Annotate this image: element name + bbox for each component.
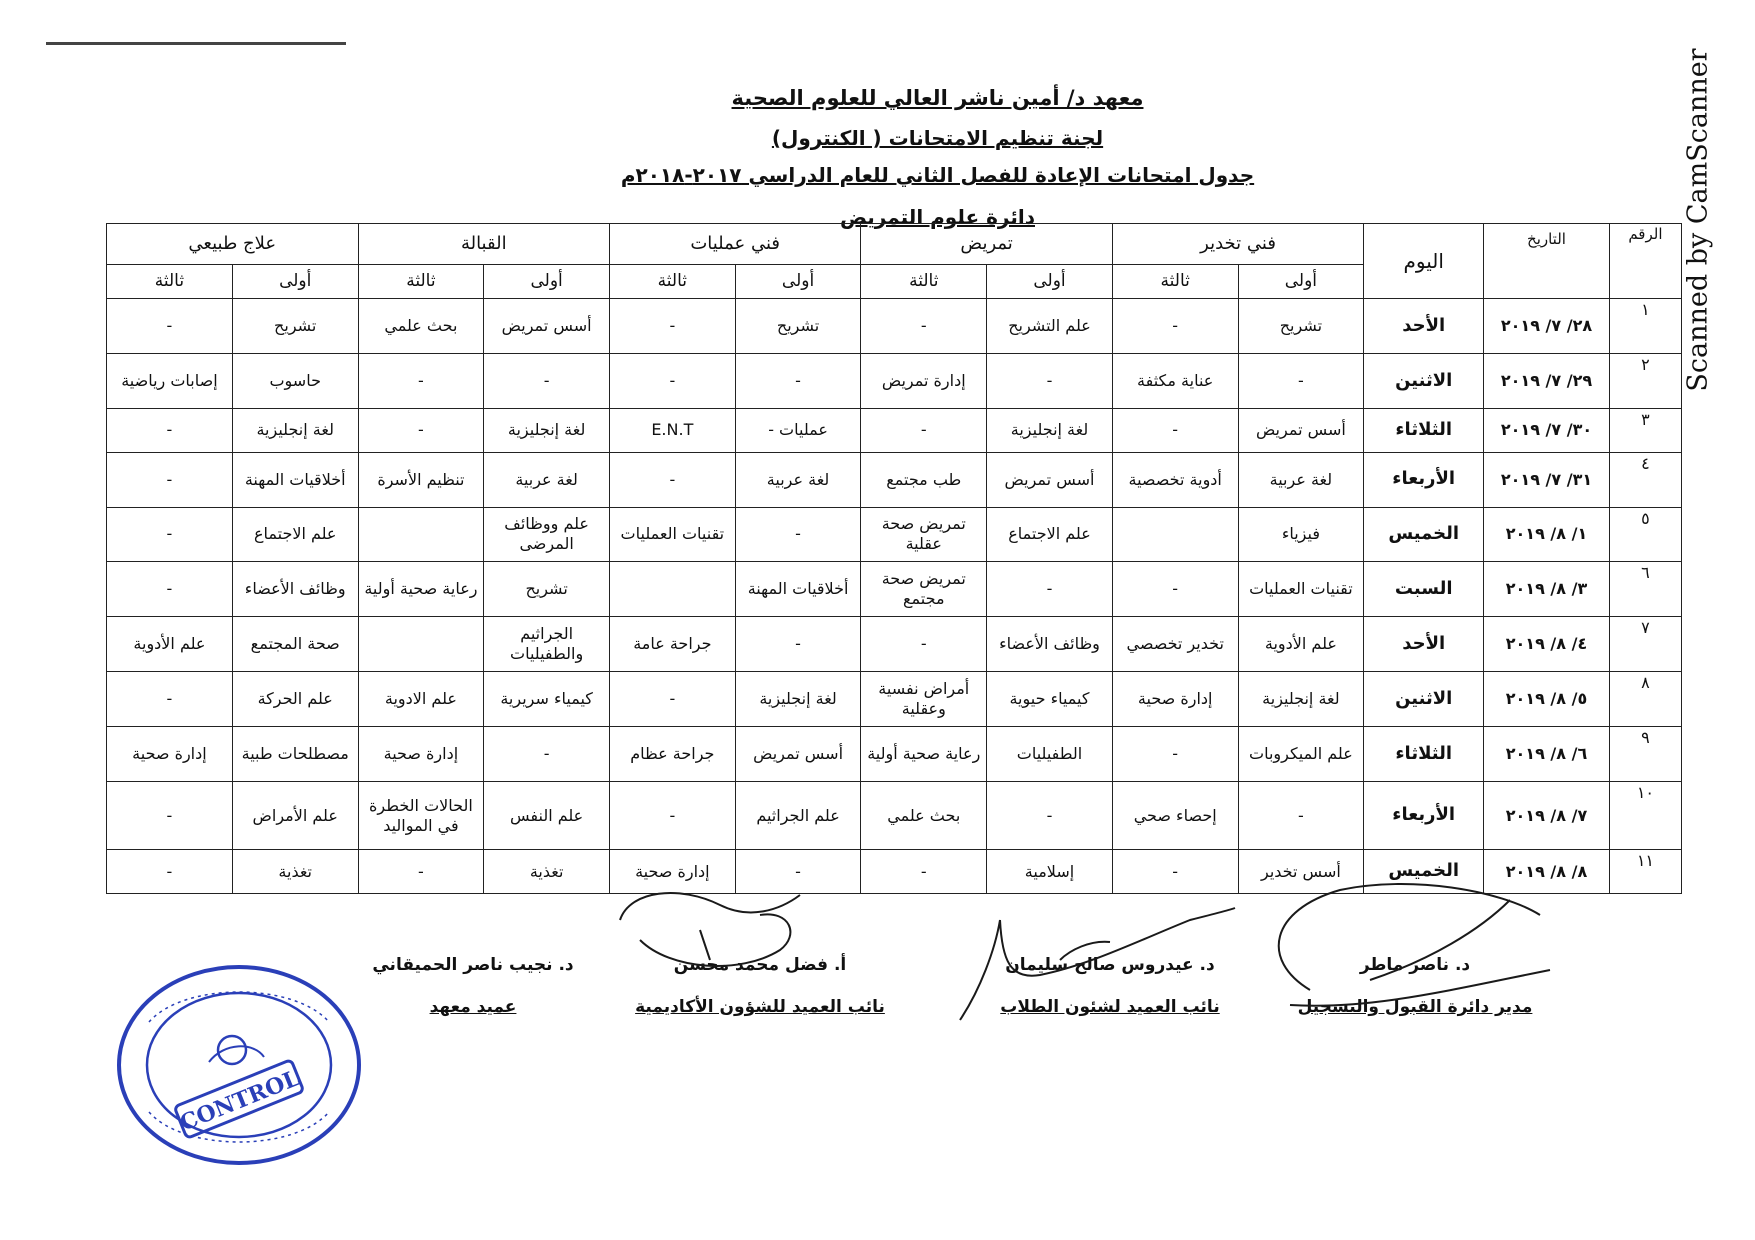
exam-date: ٨/ ٨/ ٢٠١٩ [1484,850,1610,894]
subject-cell: إدارة صحية [609,850,735,894]
subject-cell: - [735,850,861,894]
table-row [107,354,1682,409]
exam-day: الاثنين [1364,672,1484,727]
subject-cell: أسس تمريض [735,727,861,782]
exam-date: ٣١/ ٧/ ٢٠١٩ [1484,452,1610,507]
subject-cell [1112,507,1238,562]
exam-day: الثلاثاء [1364,727,1484,782]
subject-cell: لغة عربية [1238,452,1364,507]
subject-cell: علم الادوية [358,672,484,727]
subject-cell: إدارة صحية [358,727,484,782]
subject-cell: - [609,452,735,507]
subject-cell: - [1112,299,1238,354]
exam-day: الاثنين [1364,354,1484,409]
signatory-title: نائب العميد للشؤون الأكاديمية [635,997,885,1017]
table-row [107,409,1682,452]
table-row [107,507,1682,562]
official-control-stamp [114,962,364,1168]
column-header-specialty: فني تخدير [1112,224,1363,265]
subject-cell: تمريض صحة عقلية [861,507,987,562]
committee-name: لجنة تنظيم الامتحانات ( الكنترول) [771,126,1104,150]
subject-cell: لغة عربية [484,452,610,507]
subject-cell: علم الحركة [232,672,358,727]
subject-cell [358,507,484,562]
subject-cell: - [358,409,484,452]
subject-cell: - [735,507,861,562]
subject-cell: تشريح [735,299,861,354]
column-header-level: ثالثة [609,265,735,299]
subject-cell: تغذية [232,850,358,894]
subject-cell: تشريح [484,562,610,617]
subject-cell: بحث علمي [861,781,987,850]
exam-date: ٢٨/ ٧/ ٢٠١٩ [1484,299,1610,354]
subject-cell: تقنيات العمليات [1238,562,1364,617]
subject-cell: أسس تمريض [987,452,1113,507]
table-row [107,617,1682,672]
subject-cell: إصابات رياضية [107,354,233,409]
column-header-specialty: علاج طبيعي [107,224,359,265]
subject-cell: علم الميكروبات [1238,727,1364,782]
subject-cell: - [1238,354,1364,409]
subject-cell: - [107,672,233,727]
exam-day: الخميس [1364,850,1484,894]
subject-cell: - [1238,781,1364,850]
exam-date: ٧/ ٨/ ٢٠١٩ [1484,781,1610,850]
subject-cell: E.N.T [609,409,735,452]
row-number: ٦ [1609,562,1681,617]
subject-cell: علم الاجتماع [232,507,358,562]
subject-cell: - [107,850,233,894]
subject-cell: رعاية صحية أولية [861,727,987,782]
subject-cell: - [107,452,233,507]
subject-cell: إسلامية [987,850,1113,894]
table-row [107,672,1682,727]
top-scan-line [46,42,346,45]
subject-cell: علم ووظائف المرضى [484,507,610,562]
exam-day: الخميس [1364,507,1484,562]
subject-cell: - [861,299,987,354]
exam-day: الأحد [1364,617,1484,672]
subject-cell: - [987,354,1113,409]
subject-cell: تنظيم الأسرة [358,452,484,507]
column-header-day: اليوم [1364,224,1484,299]
subject-cell: الجراثيم والطفيليات [484,617,610,672]
subject-cell: - [1112,562,1238,617]
table-row [107,452,1682,507]
table-row [107,299,1682,354]
row-number: ٣ [1609,409,1681,452]
signatory-student-affairs [980,955,1240,1017]
subject-cell: صحة المجتمع [232,617,358,672]
subject-cell: - [107,562,233,617]
subject-cell: - [107,299,233,354]
subject-cell: لغة إنجليزية [987,409,1113,452]
subject-cell: وظائف الأعضاء [232,562,358,617]
subject-cell: لغة إنجليزية [735,672,861,727]
column-header-level: أولى [484,265,610,299]
subject-cell: إدارة صحية [107,727,233,782]
row-number: ٢ [1609,354,1681,409]
column-header-level: أولى [987,265,1113,299]
signatory-academic-affairs [610,955,910,1017]
subject-cell: مصطلحات طبية [232,727,358,782]
subject-cell: - [107,507,233,562]
signatory-dean [348,955,598,1017]
subject-cell: جراحة عامة [609,617,735,672]
column-header-specialty: فني عمليات [609,224,860,265]
column-header-date: التاريخ [1484,224,1610,299]
subject-cell: - [987,781,1113,850]
subject-cell: علم الأدوية [1238,617,1364,672]
exam-day: السبت [1364,562,1484,617]
subject-cell: تشريح [1238,299,1364,354]
subject-cell: علم التشريح [987,299,1113,354]
row-number: ٨ [1609,672,1681,727]
row-number: ٩ [1609,727,1681,782]
signatory-title: عميد معهد [429,997,517,1017]
table-row [107,727,1682,782]
column-header-specialty: القبالة [358,224,609,265]
subject-cell: - [1112,850,1238,894]
subject-cell: - [358,850,484,894]
camscanner-watermark: Scanned by CamScanner [1682,48,1714,392]
subject-cell: جراحة عظام [609,727,735,782]
subject-cell: تشريح [232,299,358,354]
subject-cell: علم الجراثيم [735,781,861,850]
exam-day: الثلاثاء [1364,409,1484,452]
column-header-specialty: تمريض [861,224,1112,265]
subject-cell: - [987,562,1113,617]
subject-cell: وظائف الأعضاء [987,617,1113,672]
exam-date: ٣/ ٨/ ٢٠١٩ [1484,562,1610,617]
exam-date: ١/ ٨/ ٢٠١٩ [1484,507,1610,562]
column-header-level: ثالثة [107,265,233,299]
exam-date: ٢٩/ ٧/ ٢٠١٩ [1484,354,1610,409]
column-header-number: الرقم [1609,224,1681,299]
subject-cell: أدوية تخصصية [1112,452,1238,507]
subject-cell: إدارة تمريض [861,354,987,409]
table-row [107,850,1682,894]
subject-cell: - [358,354,484,409]
subject-cell: - [484,354,610,409]
subject-cell: بحث علمي [358,299,484,354]
row-number: ١١ [1609,850,1681,894]
row-number: ١ [1609,299,1681,354]
subject-cell: - [861,617,987,672]
row-number: ٧ [1609,617,1681,672]
subject-cell: عناية مكثفة [1112,354,1238,409]
signatory-name: د. نجيب ناصر الحميقاني [372,955,574,975]
signatory-admissions [1255,955,1575,1017]
exam-date: ٥/ ٨/ ٢٠١٩ [1484,672,1610,727]
subject-cell: إحصاء صحي [1112,781,1238,850]
subject-cell: الطفيليات [987,727,1113,782]
stamp-text: CONTROL [176,1065,304,1137]
subject-cell: - [609,354,735,409]
subject-cell: - [609,672,735,727]
subject-cell: تمريض صحة مجتمع [861,562,987,617]
subject-cell: - [107,409,233,452]
exam-day: الأربعاء [1364,781,1484,850]
subject-cell: - [609,781,735,850]
subject-cell: تخدير تخصصي [1112,617,1238,672]
subject-cell [358,617,484,672]
subject-cell: الحالات الخطرة في المواليد [358,781,484,850]
row-number: ٤ [1609,452,1681,507]
subject-cell: حاسوب [232,354,358,409]
subject-cell: أمراض نفسية وعقلية [861,672,987,727]
exam-day: الأربعاء [1364,452,1484,507]
subject-cell: - [861,850,987,894]
subject-cell: لغة إنجليزية [232,409,358,452]
subject-cell: علم الأمراض [232,781,358,850]
subject-cell: أسس تخدير [1238,850,1364,894]
column-header-level: أولى [735,265,861,299]
subject-cell: أخلاقيات المهنة [735,562,861,617]
subject-cell: - [1112,727,1238,782]
institute-name: معهد د/ أمين ناشر العالي للعلوم الصحية [731,86,1144,110]
subject-cell: رعاية صحية أولية [358,562,484,617]
subject-cell: إدارة صحية [1112,672,1238,727]
signatory-name: أ. فضل محمد محسن [673,955,847,975]
subject-cell: أخلاقيات المهنة [232,452,358,507]
subject-cell: - [484,727,610,782]
subject-cell: لغة عربية [735,452,861,507]
subject-cell: فيزياء [1238,507,1364,562]
subject-cell: أسس تمريض [1238,409,1364,452]
subject-cell: تغذية [484,850,610,894]
subject-cell: تقنيات العمليات [609,507,735,562]
subject-cell: - [735,617,861,672]
column-header-level: ثالثة [358,265,484,299]
subject-cell: عمليات - [735,409,861,452]
row-number: ٥ [1609,507,1681,562]
column-header-level: أولى [1238,265,1364,299]
subject-cell: لغة إنجليزية [1238,672,1364,727]
column-header-level: ثالثة [1112,265,1238,299]
exam-date: ٤/ ٨/ ٢٠١٩ [1484,617,1610,672]
subject-cell: كيمياء سريرية [484,672,610,727]
subject-cell: كيمياء حيوية [987,672,1113,727]
column-header-level: ثالثة [861,265,987,299]
signatory-title: نائب العميد لشئون الطلاب [1000,997,1220,1017]
exam-schedule-table [106,223,1682,894]
subject-cell: علم النفس [484,781,610,850]
table-row [107,562,1682,617]
exam-day: الأحد [1364,299,1484,354]
column-header-level: أولى [232,265,358,299]
subject-cell: - [861,409,987,452]
exam-date: ٣٠/ ٧/ ٢٠١٩ [1484,409,1610,452]
subject-cell: - [107,781,233,850]
subject-cell: - [1112,409,1238,452]
subject-cell: طب مجتمع [861,452,987,507]
table-row [107,781,1682,850]
subject-cell: - [735,354,861,409]
subject-cell: علم الأدوية [107,617,233,672]
exam-date: ٦/ ٨/ ٢٠١٩ [1484,727,1610,782]
subject-cell [609,562,735,617]
signatory-title: مدير دائرة القبول والتسجيل [1297,997,1533,1017]
subject-cell: لغة إنجليزية [484,409,610,452]
subject-cell: أسس تمريض [484,299,610,354]
subject-cell: - [609,299,735,354]
subject-cell: علم الاجتماع [987,507,1113,562]
signatory-name: د. عيدروس صالح سليمان [1005,955,1215,975]
schedule-title: جدول امتحانات الإعادة للفصل الثاني للعام الدراسي ٢٠١٧-٢٠١٨م [620,163,1255,187]
department-name: دائرة علوم التمريض [840,205,1035,229]
signatory-name: د. ناصر ماطر [1359,955,1471,975]
row-number: ١٠ [1609,781,1681,850]
